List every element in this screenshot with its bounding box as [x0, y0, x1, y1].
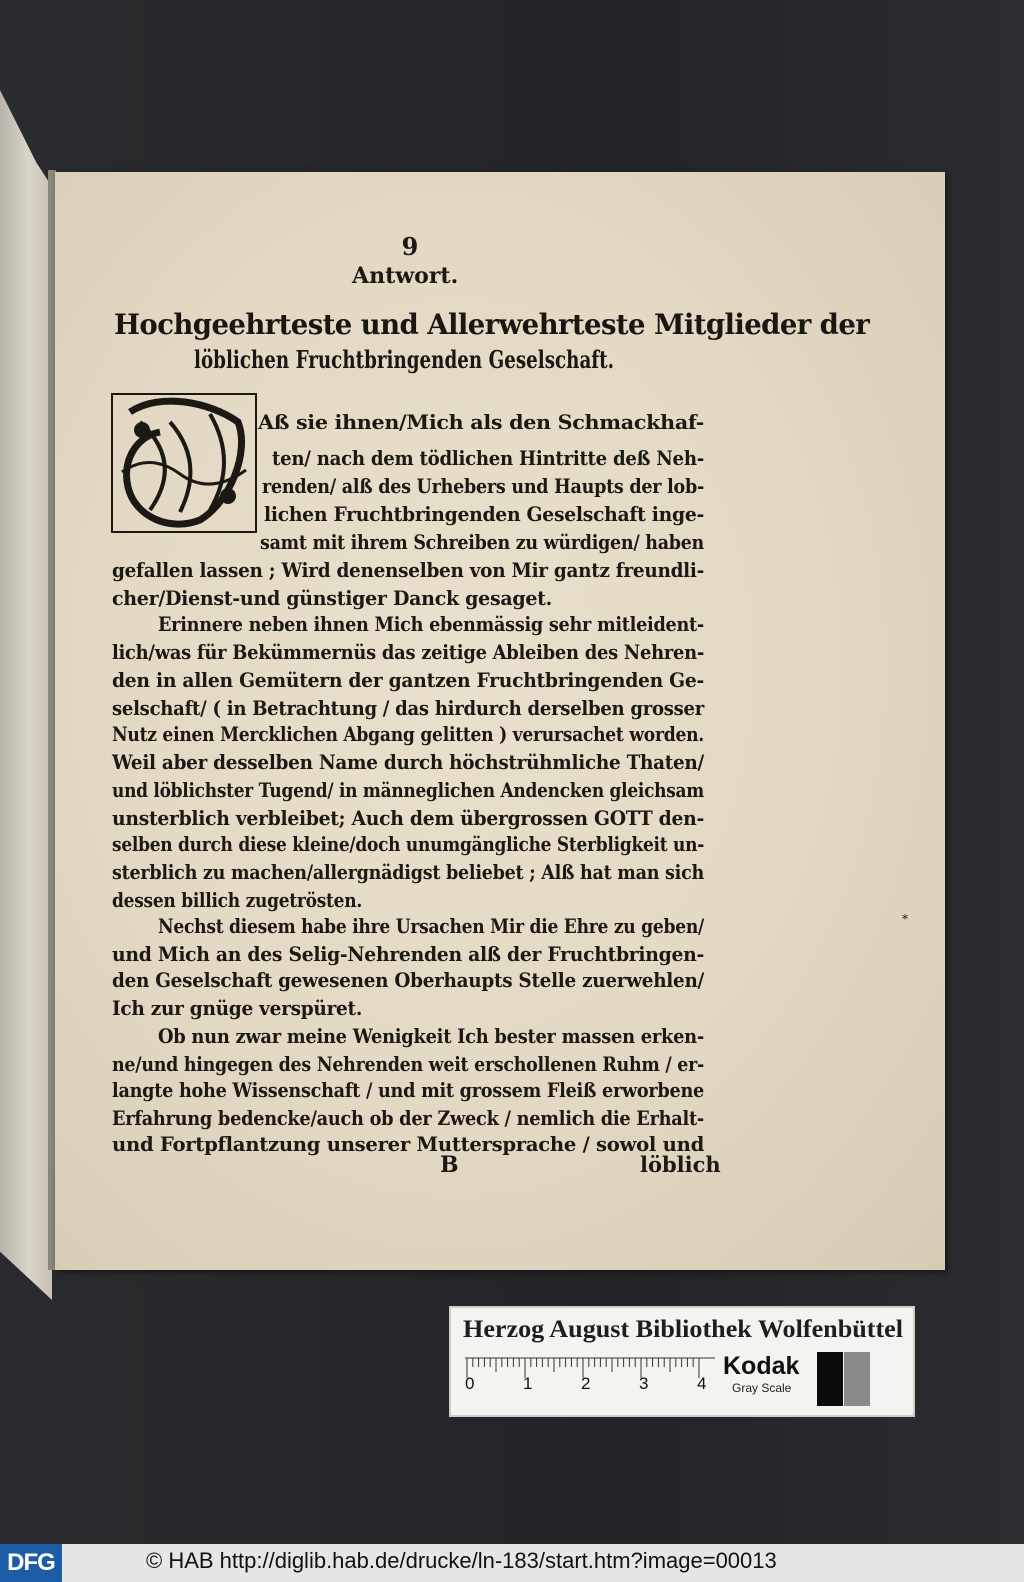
ruler-number: 3	[639, 1374, 649, 1390]
margin-mark: *	[902, 912, 908, 926]
text-line: Erfahrung bedencke/auch ob der Zweck / nemlich die Erhalt-	[112, 1106, 704, 1130]
text-line: lich/was für Bekümmernüs das zeitige Ableiben des Nehren-	[112, 640, 704, 664]
ruler	[465, 1356, 715, 1390]
text-line: Weil aber desselben Name durch höchstrühmliche Thaten/	[112, 750, 704, 774]
gray-scale-patch	[871, 1352, 897, 1406]
text-line: ne/und hingegen des Nehrenden weit erschollenen Ruhm / er-	[112, 1052, 704, 1076]
gray-scale-patch	[817, 1352, 843, 1406]
text-line: sterblich zu machen/allergnädigst beliebet ; Alß hat man sich	[112, 860, 704, 884]
previous-page-edge	[0, 90, 52, 1300]
text-line: Nechst diesem habe ihre Ursachen Mir die Ehre zu geben/	[158, 914, 704, 938]
viewer-footer	[0, 1544, 1024, 1582]
institution-name: Herzog August Bibliothek Wolfenbüttel	[463, 1316, 903, 1343]
ruler-number: 2	[581, 1374, 591, 1390]
color-reference-card	[449, 1306, 915, 1417]
decorated-initial-icon	[110, 392, 258, 534]
text-line: Nutz einen Mercklichen Abgang gelitten ) verursachet worden.	[112, 722, 704, 746]
text-line: selben durch diese kleine/doch unumgängliche Sterbligkeit un-	[112, 832, 704, 856]
text-line: samt mit ihrem Schreiben zu würdigen/ haben	[260, 530, 704, 554]
ruler-number: 1	[523, 1374, 533, 1390]
text-line: Ob nun zwar meine Wenigkeit Ich bester massen erken-	[158, 1024, 704, 1048]
text-line: und Fortpflantzung unserer Muttersprache / sowol und	[112, 1132, 704, 1156]
ruler-number: 4	[697, 1374, 707, 1390]
gray-scale-label: Gray Scale	[732, 1381, 792, 1395]
kodak-logo: Kodak	[723, 1352, 800, 1380]
text-line: selschaft/ ( in Betrachtung / das hirdurch derselben grosser	[112, 696, 704, 720]
heading-line-1: Hochgeehrteste und Allerwehrteste Mitglieder der	[114, 308, 870, 341]
text-line: unsterblich verbleibet; Auch dem übergrossen GOTT den-	[112, 806, 704, 830]
text-line: den in allen Gemütern der gantzen Fruchtbringenden Ge-	[112, 668, 704, 692]
heading-line-2: löblichen Fruchtbringenden Geselschaft.	[194, 345, 614, 374]
text-line: den Geselschaft gewesenen Oberhaupts Stelle zuerwehlen/	[112, 968, 704, 992]
text-line: ten/ nach dem tödlichen Hintritte deß Neh-	[272, 446, 704, 470]
text-line: renden/ alß des Urhebers und Haupts der lob-	[262, 474, 704, 498]
text-line: Aß sie ihnen/Mich als den Schmackhaf-	[258, 410, 704, 434]
dfg-logo: DFG	[0, 1544, 62, 1582]
text-line: lichen Fruchtbringenden Geselschaft inge-	[264, 502, 704, 526]
text-line: langte hohe Wissenschaft / und mit grossem Fleiß erworbene	[112, 1078, 704, 1102]
section-kicker: Antwort.	[352, 263, 459, 289]
text-line: und Mich an des Selig-Nehrenden alß der Fruchtbringen-	[112, 942, 704, 966]
copyright-url: © HAB http://diglib.hab.de/drucke/ln-183/start.htm?image=00013	[146, 1548, 777, 1573]
page-number: 9	[401, 232, 419, 261]
text-line: gefallen lassen ; Wird denenselben von Mir gantz freundli-	[112, 558, 704, 582]
ruler-number: 0	[465, 1374, 475, 1390]
text-line: Erinnere neben ihnen Mich ebenmässig sehr mitleident-	[158, 612, 704, 636]
catchword: löblich	[640, 1152, 721, 1177]
text-line: und löblichster Tugend/ in männeglichen Andencken gleichsam	[112, 778, 704, 802]
text-line: cher/Dienst-und günstiger Danck gesaget.	[112, 586, 552, 610]
gray-scale-patch	[844, 1352, 870, 1406]
text-line: dessen billich zugetrösten.	[112, 888, 362, 912]
signature-mark: B	[440, 1152, 459, 1178]
text-line: Ich zur gnüge verspüret.	[112, 996, 362, 1020]
